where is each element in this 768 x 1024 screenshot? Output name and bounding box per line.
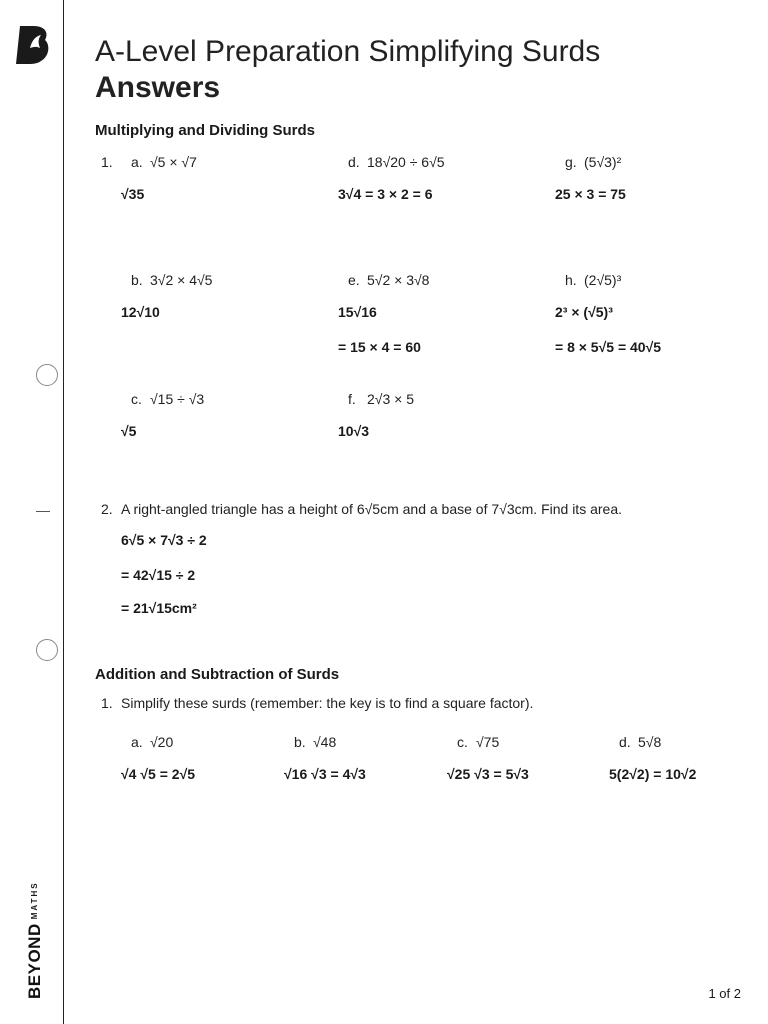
item-answer: 12√10 [121, 304, 160, 320]
item-question: √48 [313, 734, 337, 750]
section-heading-multiplying: Multiplying and Dividing Surds [95, 122, 315, 139]
item-answer-step: = 15 × 4 = 60 [338, 339, 421, 355]
item-answer: 10√3 [338, 423, 370, 439]
punch-hole-bottom [36, 639, 58, 661]
margin-rule [63, 0, 64, 1024]
item-label: e. [348, 272, 360, 288]
item-label: a. [131, 154, 143, 170]
item-question: 3√2 × 4√5 [150, 272, 213, 288]
item-question: √75 [476, 734, 500, 750]
item-answer: 15√16 [338, 304, 377, 320]
question-number: 1. [101, 154, 113, 170]
fold-mark [36, 511, 50, 512]
question-number: 2. [101, 501, 113, 517]
punch-hole-top [36, 364, 58, 386]
item-question: √20 [150, 734, 174, 750]
page-title: A-Level Preparation Simplifying Surds [95, 35, 601, 68]
item-answer: 5(2√2) = 10√2 [609, 766, 697, 782]
item-label: b. [131, 272, 143, 288]
answer-line: = 21√15cm² [121, 600, 197, 616]
item-answer: √35 [121, 186, 145, 202]
question-text: Simplify these surds (remember: the key is to find a square factor). [121, 695, 534, 711]
item-label: c. [457, 734, 468, 750]
item-label: g. [565, 154, 577, 170]
beyond-logo-icon [16, 26, 50, 64]
question-text: A right-angled triangle has a height of 6√5cm and a base of 7√3cm. Find its area. [121, 501, 622, 517]
item-label: f. [348, 391, 356, 407]
brand-wordmark [25, 881, 45, 999]
item-question: (5√3)² [584, 154, 622, 170]
answer-line: 6√5 × 7√3 ÷ 2 [121, 532, 207, 548]
item-answer: √5 [121, 423, 137, 439]
brand-word-beyond: BEYOND [25, 923, 44, 999]
item-label: h. [565, 272, 577, 288]
item-answer: 2³ × (√5)³ [555, 304, 613, 320]
item-answer: √16 √3 = 4√3 [284, 766, 366, 782]
item-answer: 3√4 = 3 × 2 = 6 [338, 186, 433, 202]
item-question: 5√2 × 3√8 [367, 272, 430, 288]
item-question: 18√20 ÷ 6√5 [367, 154, 445, 170]
item-label: c. [131, 391, 142, 407]
section-heading-addition: Addition and Subtraction of Surds [95, 666, 340, 683]
item-answer: √4 √5 = 2√5 [121, 766, 196, 782]
brand-word-maths: MATHS [30, 881, 39, 920]
item-label: b. [294, 734, 306, 750]
question-number: 1. [101, 695, 113, 711]
page-number: 1 of 2 [708, 986, 741, 1001]
item-question: √5 × √7 [150, 154, 197, 170]
item-question: 2√3 × 5 [367, 391, 414, 407]
item-label: a. [131, 734, 143, 750]
item-question: 5√8 [638, 734, 662, 750]
item-answer: 25 × 3 = 75 [555, 186, 626, 202]
item-question: (2√5)³ [584, 272, 622, 288]
item-label: d. [619, 734, 631, 750]
item-label: d. [348, 154, 360, 170]
answer-line: = 42√15 ÷ 2 [121, 567, 196, 583]
item-answer-step: = 8 × 5√5 = 40√5 [555, 339, 662, 355]
item-question: √15 ÷ √3 [150, 391, 205, 407]
item-answer: √25 √3 = 5√3 [447, 766, 529, 782]
page-subtitle: Answers [95, 71, 221, 104]
